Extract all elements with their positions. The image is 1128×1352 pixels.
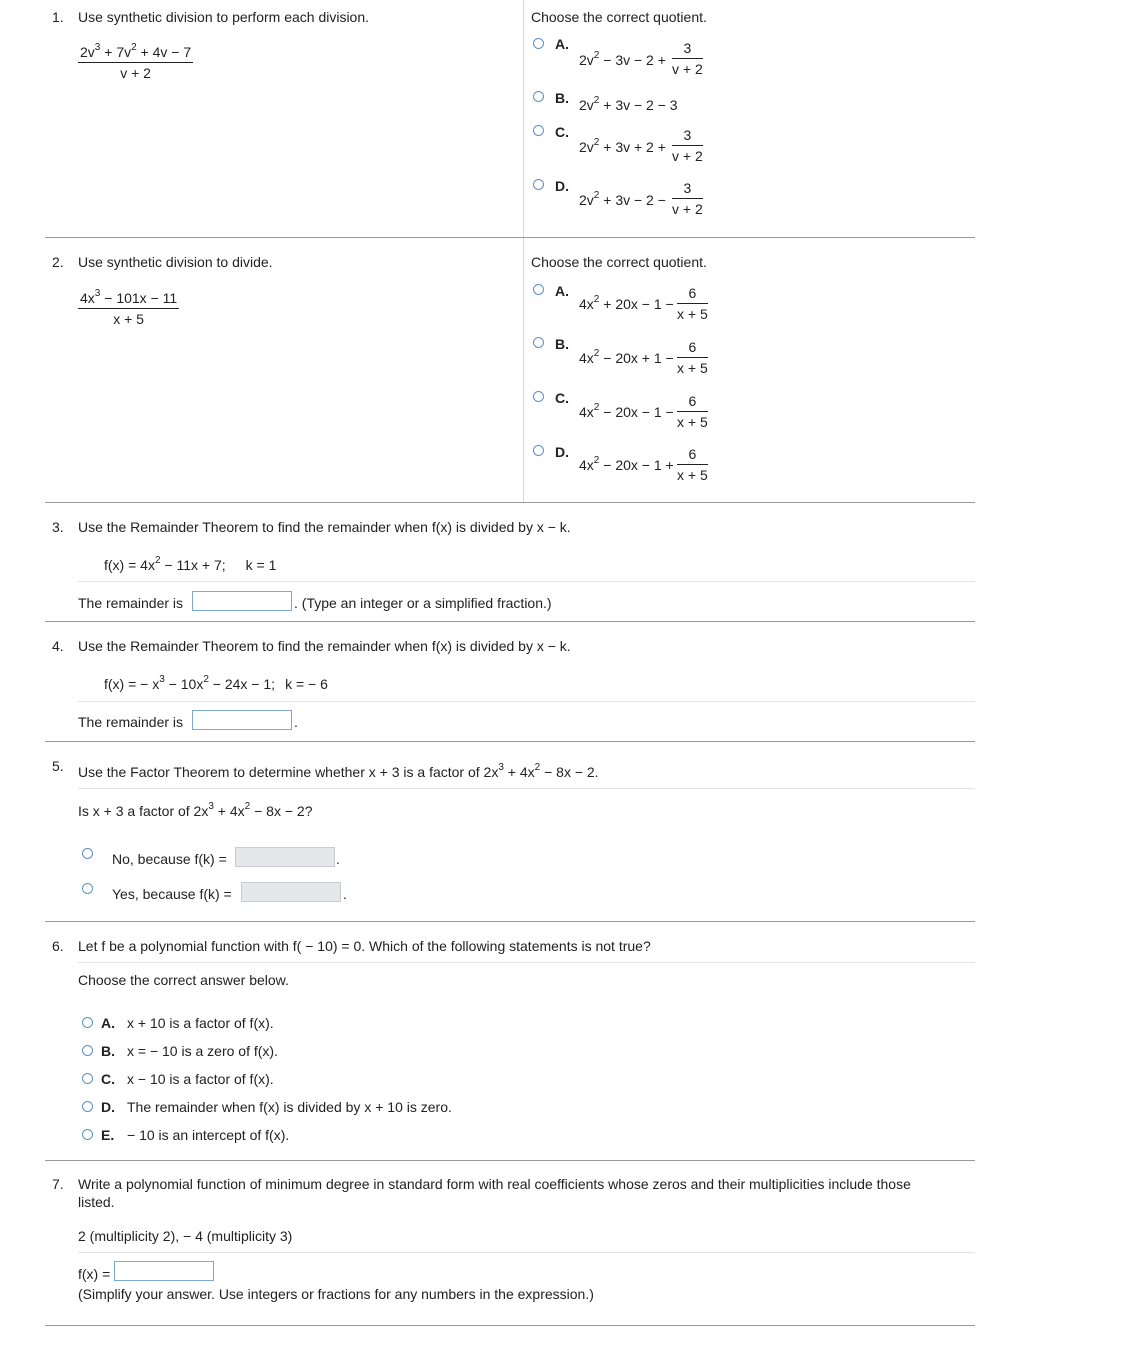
q6-option-a-radio[interactable] [82, 1017, 93, 1028]
q3-thin-divider [78, 581, 975, 582]
q2-option-c-radio[interactable] [533, 391, 544, 402]
q1-option-b-expr: $2v^2 + 3v - 2 - 3$ [579, 95, 678, 113]
q7-fx-label: f(x) = [78, 1266, 111, 1282]
q6-number: 6. [52, 938, 64, 954]
q5-yes-fk-input[interactable] [241, 882, 341, 902]
q4-answer-suffix: . [294, 714, 298, 730]
q1-option-a-fraction: $\frac{3}{v + 2}$ [672, 40, 703, 77]
q1-option-d-expr: $2v^2 + 3v - 2$ − [579, 190, 666, 208]
q2-number: 2. [52, 254, 64, 270]
q6-option-c-text: x − 10 is a factor of f(x). [127, 1071, 274, 1087]
q5-number: 5. [52, 758, 64, 774]
q1-option-b-letter: B. [555, 90, 569, 106]
q1-divisor: v + 2 [120, 65, 151, 81]
divider-q5 [45, 921, 975, 922]
q6-option-d-radio[interactable] [82, 1101, 93, 1112]
q2-option-d-letter: D. [555, 444, 569, 460]
q2-dividend: $4x^3 - 101x - 11$ [78, 290, 179, 309]
divider-q2 [45, 502, 975, 503]
q5-no-fk-input[interactable] [235, 847, 335, 867]
divider-q4 [45, 741, 975, 742]
q2-option-b-fraction: $\frac{6}{x + 5}$ [677, 339, 708, 376]
q5-thin-divider [78, 788, 975, 789]
q3-answer-hint: . (Type an integer or a simplified fraction.) [294, 595, 552, 611]
q1-option-d-letter: D. [555, 178, 569, 194]
q1-option-c-fraction: $\frac{3}{v + 2}$ [672, 127, 703, 164]
q7-polynomial-input[interactable] [114, 1261, 214, 1281]
divider-q3 [45, 621, 975, 622]
q5-prompt: Use the Factor Theorem to determine whether x + 3 is a factor of $2x^3 + 4x^2 - 8x - 2$. [78, 762, 599, 780]
q5-no-suffix: . [336, 851, 340, 867]
q1-choose-label: Choose the correct quotient. [531, 9, 707, 25]
q1-dividend: $2v^3 + 7v^2 + 4v - 7$ [78, 44, 193, 63]
q7-prompt-line1: Write a polynomial function of minimum degree in standard form with real coefficients whose zeros and their multiplicities include those [78, 1176, 911, 1192]
q2-option-d-fraction: $\frac{6}{x + 5}$ [677, 446, 708, 483]
q2-option-a-radio[interactable] [533, 284, 544, 295]
q4-thin-divider [78, 701, 975, 702]
q7-thin-divider [78, 1252, 975, 1253]
q6-option-a-text: x + 10 is a factor of f(x). [127, 1015, 274, 1031]
q7-prompt-line2: listed. [78, 1194, 115, 1210]
q2-column-divider [523, 238, 524, 502]
q3-number: 3. [52, 519, 64, 535]
q6-option-c-letter: C. [101, 1071, 115, 1087]
q7-number: 7. [52, 1176, 64, 1192]
q4-answer-label: The remainder is [78, 714, 184, 730]
q3-prompt: Use the Remainder Theorem to find the remainder when f(x) is divided by x − k. [78, 519, 571, 535]
q2-prompt: Use synthetic division to divide. [78, 254, 273, 270]
q1-prompt: Use synthetic division to perform each division. [78, 9, 370, 25]
q6-option-d-text: The remainder when f(x) is divided by x + 10 is zero. [127, 1099, 452, 1115]
q1-option-c-radio[interactable] [533, 125, 544, 136]
q6-instruction: Choose the correct answer below. [78, 972, 289, 988]
divider-q6 [45, 1160, 975, 1161]
q5-yes-suffix: . [343, 886, 347, 902]
q2-option-a-fraction: $\frac{6}{x + 5}$ [677, 285, 708, 322]
q6-option-b-radio[interactable] [82, 1045, 93, 1056]
q1-option-a-expr: $2v^2 - 3v - 2$ + [579, 50, 666, 68]
q1-option-d-radio[interactable] [533, 179, 544, 190]
q1-option-a-radio[interactable] [533, 38, 544, 49]
q5-option-no-label: No, because f(k) = [112, 851, 227, 867]
q2-option-a-letter: A. [555, 283, 569, 299]
q1-column-divider [523, 0, 524, 238]
divider-q7 [45, 1325, 975, 1326]
q3-remainder-input[interactable] [192, 591, 292, 611]
q2-option-b-expr: $4x^2 - 20x + 1$ − [579, 348, 674, 366]
q6-option-b-text: x = − 10 is a zero of f(x). [127, 1043, 278, 1059]
q3-answer-label: The remainder is [78, 595, 184, 611]
q6-option-e-letter: E. [101, 1127, 115, 1143]
q2-option-a-expr: $4x^2 + 20x - 1$ − [579, 294, 674, 312]
divider-q1 [45, 237, 975, 238]
q5-option-no-radio[interactable] [82, 848, 93, 859]
q5-question: Is x + 3 a factor of $2x^3 + 4x^2 - 8x - 2$? [78, 801, 313, 819]
q4-prompt: Use the Remainder Theorem to find the remainder when f(x) is divided by x − k. [78, 638, 571, 654]
q2-fraction [78, 290, 179, 327]
q2-option-c-expr: $4x^2 - 20x - 1$ − [579, 402, 674, 420]
q6-option-e-text: − 10 is an intercept of f(x). [127, 1127, 290, 1143]
q6-thin-divider [78, 962, 975, 963]
q2-option-c-fraction: $\frac{6}{x + 5}$ [677, 393, 708, 430]
q5-option-yes-label: Yes, because f(k) = [112, 886, 232, 902]
q1-option-c-expr: $2v^2 + 3v + 2$ + [579, 137, 666, 155]
q4-function: f(x) = − $x^3 - 10x^2 - 24x - 1$; k = − 6 [104, 674, 328, 692]
q7-hint: (Simplify your answer. Use integers or fractions for any numbers in the expression.) [78, 1286, 594, 1302]
q2-option-d-radio[interactable] [533, 445, 544, 456]
q7-zeros: 2 (multiplicity 2), − 4 (multiplicity 3) [78, 1228, 293, 1244]
q2-option-b-radio[interactable] [533, 337, 544, 348]
q6-option-c-radio[interactable] [82, 1073, 93, 1084]
q6-prompt: Let f be a polynomial function with f( − 10) = 0. Which of the following statements is not true? [78, 938, 651, 954]
q4-number: 4. [52, 638, 64, 654]
q1-fraction [78, 44, 193, 81]
q3-function: $f(x) = 4x^2 - 11x + 7$; k = 1 [104, 555, 277, 573]
q1-option-d-fraction: $\frac{3}{v + 2}$ [672, 180, 703, 217]
q6-option-a-letter: A. [101, 1015, 115, 1031]
q1-option-a-letter: A. [555, 36, 569, 52]
q2-choose-label: Choose the correct quotient. [531, 254, 707, 270]
q5-option-yes-radio[interactable] [82, 883, 93, 894]
q6-option-b-letter: B. [101, 1043, 115, 1059]
q1-option-b-radio[interactable] [533, 91, 544, 102]
q2-option-d-expr: $4x^2 - 20x - 1$ + [579, 455, 674, 473]
q4-remainder-input[interactable] [192, 710, 292, 730]
q2-divisor: x + 5 [113, 311, 144, 327]
q6-option-e-radio[interactable] [82, 1129, 93, 1140]
q1-option-c-letter: C. [555, 124, 569, 140]
q1-number: 1. [52, 9, 64, 25]
q2-option-c-letter: C. [555, 390, 569, 406]
q6-option-d-letter: D. [101, 1099, 115, 1115]
q2-option-b-letter: B. [555, 336, 569, 352]
